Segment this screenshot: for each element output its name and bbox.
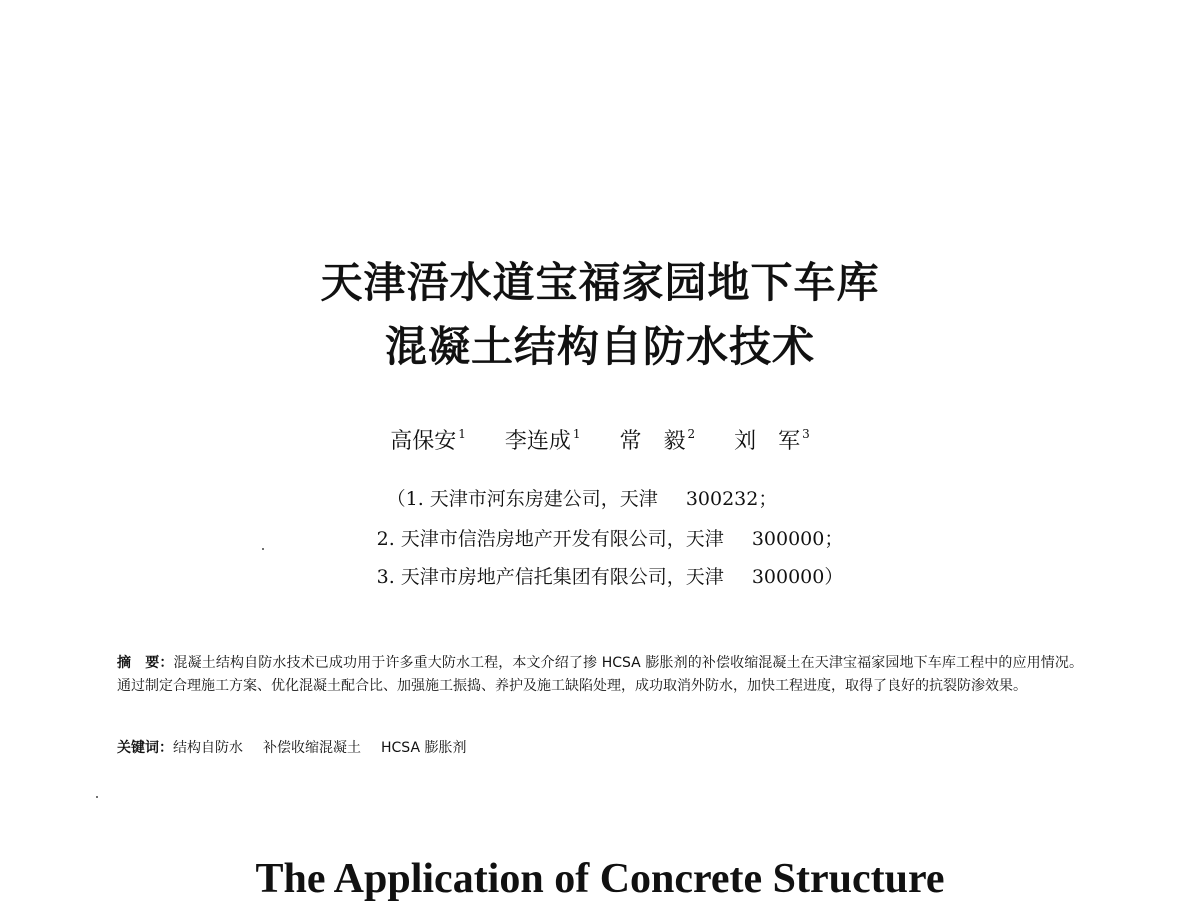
- title-line-1: 天津浯水道宝福家园地下车库: [320, 258, 880, 307]
- keyword: 补偿收缩混凝土: [263, 740, 361, 756]
- abstract: [117, 652, 1083, 698]
- scan-speck: [262, 548, 264, 550]
- author-list: [0, 428, 1200, 453]
- affiliation-line: [10, 530, 1200, 549]
- author-name: 李连成: [504, 429, 571, 454]
- affiliation-text: 2. 天津市信浩房地产开发有限公司，天津: [376, 528, 724, 550]
- author-affiliation-mark: 3: [802, 427, 810, 441]
- author-name: 高保安: [390, 429, 457, 454]
- abstract-label: 摘 要：: [117, 655, 174, 671]
- postal-code: 300000；: [751, 528, 844, 550]
- author: [620, 428, 696, 453]
- author-affiliation-mark: 1: [572, 427, 581, 441]
- keywords-label: 关键词：: [117, 740, 173, 756]
- author: [390, 428, 466, 453]
- scan-speck: [96, 796, 98, 798]
- keywords: [117, 737, 1083, 760]
- author-name: 刘 军: [734, 429, 801, 454]
- keyword: HCSA 膨胀剂: [381, 740, 467, 756]
- affiliation-line: [0, 490, 1182, 509]
- abstract-text: 混凝土结构自防水技术已成功用于许多重大防水工程，本文介绍了掺 HCSA 膨胀剂的补偿收缩混凝土在天津宝福家园地下车库工程中的应用情况。通过制定合理施工方案、优化混凝土配合比、加强施工振捣、养护及施工缺陷处理，成功取消外防水，加快工程进度，取得了良好的抗裂防渗效果。: [117, 655, 1083, 694]
- author-name: 常 毅: [619, 429, 686, 454]
- keyword: 结构自防水: [173, 740, 243, 756]
- postal-code: 300232；: [685, 488, 778, 510]
- affiliation-text: （1. 天津市河东房建公司，天津: [386, 488, 658, 510]
- author-affiliation-mark: 2: [687, 427, 696, 441]
- english-title: The Application of Concrete Structure: [255, 856, 945, 902]
- author: [505, 428, 581, 453]
- affiliation-text: 3. 天津市房地产信托集团有限公司，天津: [376, 566, 724, 588]
- title-line-2: 混凝土结构自防水技术: [384, 322, 815, 371]
- postal-code: 300000）: [751, 566, 844, 588]
- affiliation-line: [10, 568, 1200, 587]
- author: [734, 428, 810, 453]
- author-affiliation-mark: 1: [458, 427, 466, 441]
